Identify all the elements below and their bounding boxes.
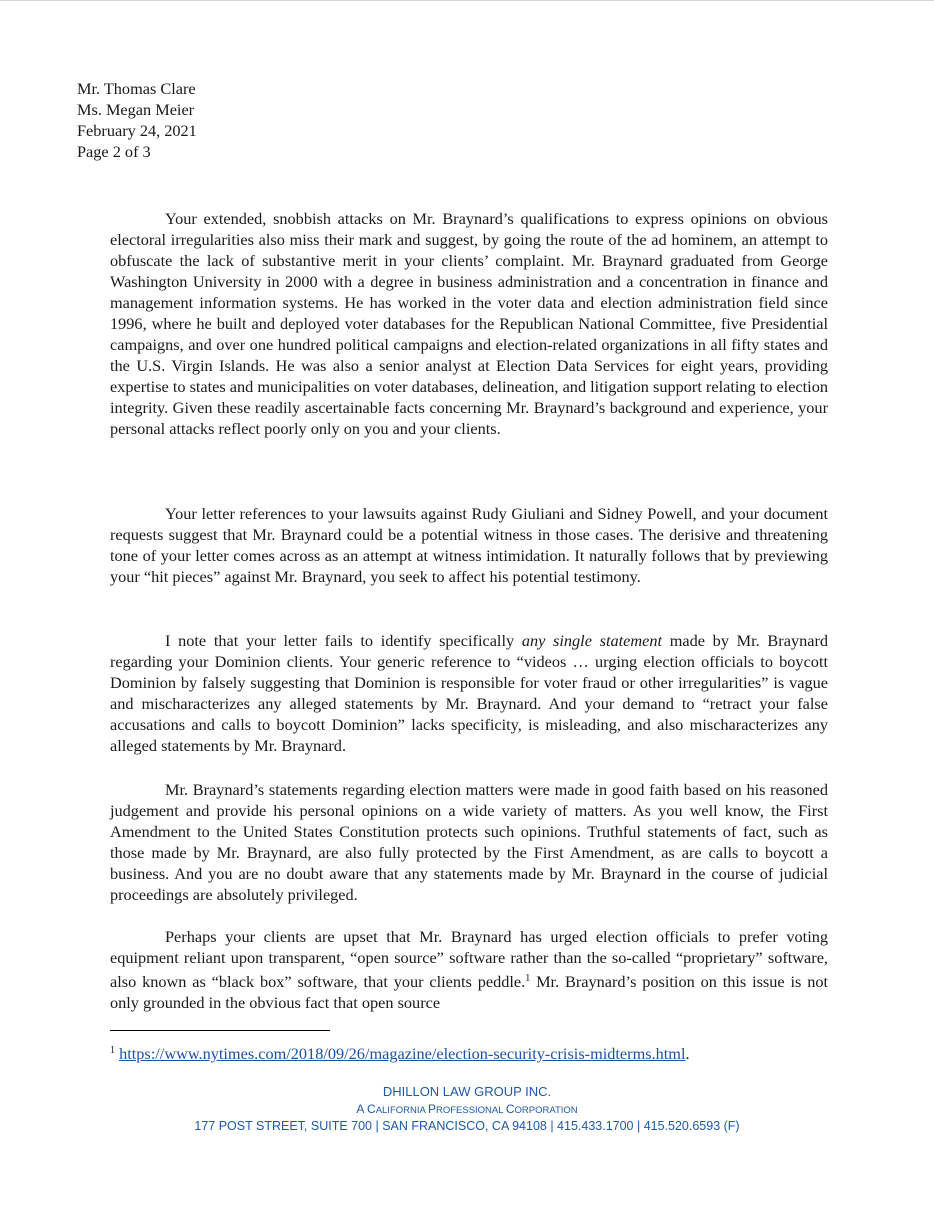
- firm-address: 177 POST STREET, SUITE 700 | SAN FRANCISCO, CA 94108 | 415.433.1700 | 415.520.6593 (F): [194, 1119, 740, 1133]
- paragraph-lawsuits: Your letter references to your lawsuits against Rudy Giuliani and Sidney Powell, and your document requests suggest that Mr. Braynard could be a potential witness in those cases. The derisive and threatening tone of your letter comes across as an attempt at witness intimidation. It naturally follows that by previewing your “hit pieces” against Mr. Braynard, you seek to affect his potential testimony.: [110, 504, 828, 586]
- tagline-rofessional: ROFESSIONAL: [435, 1105, 506, 1116]
- paragraph-first-amendment: Mr. Braynard’s statements regarding election matters were made in good faith based on his reasoned judgement and provide his personal opinions on a wide variety of matters. As you well know, the First Amendment to the United States Constitution protects such opinions. Truthful statements of fact, such as those made by Mr. Braynard, are also fully protected by the First Amendment, as are calls to boycott a business. And you are no doubt aware that any statements made by Mr. Braynard in the course of judicial proceedings are absolutely privileged.: [110, 780, 828, 904]
- letter-header: [77, 78, 197, 162]
- tagline-a: A: [356, 1102, 368, 1116]
- tagline-orporation: ORPORATION: [514, 1105, 578, 1116]
- paragraph-open-source-start: Perhaps your clients are upset that Mr. Braynard has urged election officials to prefer voting equipment reliant upon transparent, “open source” software rather than the so-called “proprietary” software, also known as “black box” software, that your clients peddle.: [110, 927, 828, 991]
- firm-name: DHILLON LAW GROUP INC.: [382, 1084, 552, 1099]
- footnote-reference[interactable]: 1: [525, 973, 531, 984]
- footnote-period: .: [685, 1044, 690, 1063]
- firm-tagline: [0, 1102, 934, 1116]
- footnote-marker: 1: [110, 1045, 115, 1056]
- page-number: Page 2 of 3: [77, 142, 151, 161]
- paragraph-qualifications: Your extended, snobbish attacks on Mr. Braynard’s qualifications to express opinions on obvious electoral irregularities also miss their mark and suggest, by going the route of the ad hominem, an attempt to obfuscate the lack of substantive merit in your clients’ complaint. Mr. Braynard graduated from George Washington University in 2000 with a degree in business administration and a concentration in finance and management information systems. He has worked in the voter data and election administration field since 1996, where he built and deployed voter databases for the Republican National Committee, five Presidential campaigns, and over one hundred political campaigns and election-related organizations in all fifty states and the U.S. Virgin Islands. He was also a senior analyst at Election Data Services for eight years, providing expertise to states and municipalities on voter databases, delineation, and litigation support relating to election integrity. Given these readily ascertainable facts concerning Mr. Braynard’s background and experience, your personal attacks reflect poorly only on you and your clients.: [110, 209, 828, 438]
- paragraph-statements-start: I note that your letter fails to identify specifically: [165, 631, 522, 650]
- paragraph-statements-end: made by Mr. Braynard regarding your Dominion clients. Your generic reference to “videos … urging election officials to boycott Dominion by falsely suggesting that Dominion is responsible for voter fraud or other irregularities” is vague and mischaracterizes any alleged statements by Mr. Braynard. And your demand to “retract your false accusations and calls to boycott Dominion” lacks specificity, is misleading, and also mischaracterizes any alleged statements by Mr. Braynard.: [110, 631, 829, 755]
- tagline-c2: C: [505, 1102, 515, 1116]
- recipient-clare: Mr. Thomas Clare: [77, 79, 196, 98]
- emphasis-any-single-statement: any single statement: [521, 631, 663, 650]
- footnote: [110, 1040, 690, 1064]
- recipient-meier: Ms. Megan Meier: [77, 100, 195, 119]
- footnote-link[interactable]: https://www.nytimes.com/2018/09/26/magazine/election-security-crisis-midterms.html: [119, 1044, 686, 1063]
- paragraph-statements: [110, 630, 828, 756]
- letter-date: February 24, 2021: [77, 121, 197, 140]
- paragraph-open-source-end: Mr. Braynard’s position on this issue is not only grounded in the obvious fact that open source: [110, 972, 828, 1012]
- top-border: [0, 0, 934, 1]
- paragraph-open-source: [110, 926, 828, 1013]
- tagline-p: P: [427, 1102, 436, 1116]
- footnote-divider: [110, 1030, 330, 1031]
- tagline-c: C: [367, 1102, 376, 1116]
- tagline-alifornia: ALIFORNIA: [375, 1105, 428, 1116]
